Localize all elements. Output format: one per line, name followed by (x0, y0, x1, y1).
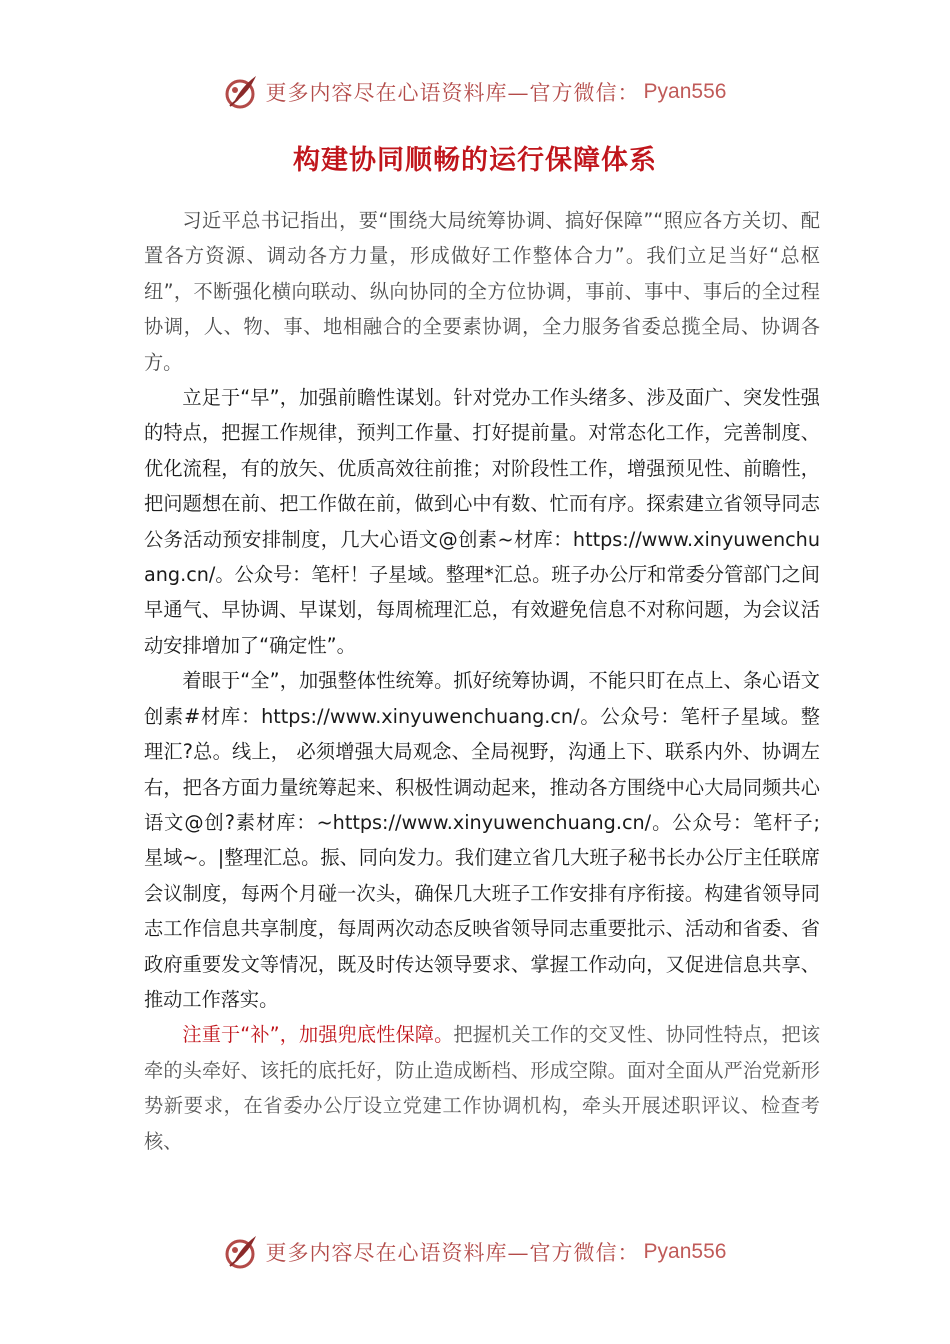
paragraph-1: 习近平总书记指出，要“围绕大局统筹协调、搞好保障”“照应各方关切、配置各方资源、调动各方力量，形成做好工作整体合力”。我们立足当好“总枢纽”，不断强化横向联动、纵向协同的全方位协调，事前、事中、事后的全过程协调，人、物、事、地相融合的全要素协调，全力服务省委总揽全局、协调各方。 (144, 209, 820, 374)
banner-text: 更多内容尽在心语资料库—官方微信： (265, 1241, 640, 1265)
paragraph-3: 着眼于“全”，加强整体性统筹。抓好统筹协调，不能只盯在点上、条心语文创素#材库：https://www.xinyuwenchuang.cn/。公众号：笔杆子星域。整理汇?总。线上， 必须增强大局观念、全局视野，沟通上下、联系内外、协调左右，把各方面力量统筹起来、积极性调动起来，推动各方围绕中心大局同频共心语文@创?素材库：~https://www.xinyuwenchuang.cn/。公众号：笔杆子;星域~。|整理汇总。振、同向发力。我们建立省几大班子秘书长办公厅主任联席会议制度，每两个月碰一次头，确保几大班子工作安排有序衔接。构建省领导同志工作信息共享制度，每周两次动态反映省领导同志重要批示、活动和省委、省政府重要发文等情况，既及时传达领导要求、掌握工作动向，又促进信息共享、推动工作落实。 (144, 669, 820, 1011)
banner-text: 更多内容尽在心语资料库—官方微信： (265, 81, 640, 105)
banner-wechat-id: Pyan556 (643, 80, 727, 103)
quill-logo-icon (224, 72, 260, 112)
quill-logo-icon (224, 1232, 260, 1272)
footer-banner (0, 1230, 950, 1274)
article-body (144, 203, 820, 1159)
paragraph-4-lead: 注重于“补”，加强兜底性保障。 (182, 1023, 454, 1047)
article-title: 构建协同顺畅的运行保障体系 (293, 145, 657, 176)
paragraph-2: 立足于“早”，加强前瞻性谋划。针对党办工作头绪多、涉及面广、突发性强的特点，把握工作规律，预判工作量、打好提前量。对常态化工作，完善制度、优化流程，有的放矢、优质高效往前推；对阶段性工作，增强预见性、前瞻性，把问题想在前、把工作做在前，做到心中有数、忙而有序。探索建立省领导同志公务活动预安排制度，几大心语文@创素~材库：https://www.xinyuwenchuang.cn/。公众号：笔杆！子星域。整理*汇总。班子办公厅和常委分管部门之间早通气、早协调、早谋划，每周梳理汇总，有效避免信息不对称问题，为会议活动安排增加了“确定性”。 (144, 386, 820, 657)
paragraph-4-rest: 把握机关工作的交叉性、协同性特点，把该牵的头牵好、该托的底托好，防止造成断档、形成空隙。面对全面从严治党新形势新要求，在省委办公厅设立党建工作协调机构，牵头开展述职评议、检查考核、 (144, 1023, 820, 1153)
paragraph-4 (144, 1017, 820, 1159)
header-banner (0, 70, 950, 114)
banner-wechat-id: Pyan556 (643, 1240, 727, 1263)
